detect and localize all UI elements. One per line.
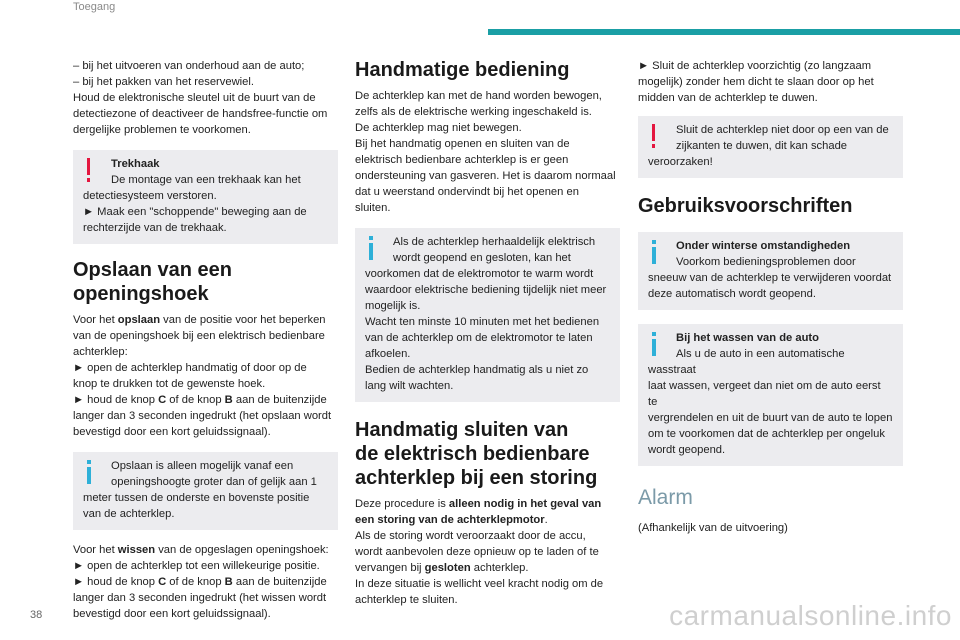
- warning-exclamation-icon: [83, 158, 99, 186]
- info-icon: [365, 236, 381, 264]
- paragraph: ► Sluit de achterklep voorzichtig (zo langzaam mogelijk) zonder hem dicht te slaan door op het midden van de achterklep te duwen.: [638, 60, 874, 104]
- heading-manual-close: Handmatig sluiten van de elektrisch bedienbare achterklep bij een storing: [355, 419, 598, 489]
- info-note-save: Opslaan is alleen mogelijk vanaf een openingshoogte groter dan of gelijk aan 1 meter tussen de onderste en bovenste positie van de achterklep.: [73, 452, 338, 530]
- heading-alarm: Alarm: [638, 486, 693, 509]
- warning-note-tow-hitch: Trekhaak De montage van een trekhaak kan het detectiesysteem verstoren. ► Maak een "schoppende" beweging aan de rechterzijde van de trekhaak.: [73, 150, 338, 244]
- section-title: Toegang: [73, 1, 116, 13]
- page-number: 38: [30, 609, 43, 621]
- info-note-winter: Onder winterse omstandigheden Voorkom bedieningsproblemen door sneeuw van de achterklep te verwijderen voordat deze automatisch wordt geopend.: [638, 232, 903, 310]
- column-3: [638, 58, 903, 536]
- paragraph: Deze procedure is alleen nodig in het geval van een storing van de achterklepmotor. Als de storing wordt veroorzaakt door de accu, wordt aanbevolen deze opnieuw op te laden of te vervangen bij gesloten achterklep. In deze situatie is wellicht veel kracht nodig om de achterklep te sluiten.: [355, 498, 604, 606]
- paragraph: (Afhankelijk van de uitvoering): [638, 522, 788, 534]
- info-icon: [83, 460, 99, 488]
- column-2: [355, 58, 620, 608]
- heading-manual-operation: Handmatige bediening: [355, 59, 570, 81]
- info-note-car-wash: Bij het wassen van de auto Als u de auto in een automatische wasstraat laat wassen, vergeet dan niet om de auto eerst te vergrendelen en uit de buurt van de auto te lopen om te voorkomen dat de achterklep per ongeluk wordt geopend.: [638, 324, 903, 466]
- paragraph: Voor het wissen van de opgeslagen openingshoek: ► open de achterklep tot een willekeurige positie. ► houd de knop C of de knop B aan de buitenzijde langer dan 3 seconden ingedrukt (het wissen wordt bevestigd door een kort geluidssignaal).: [73, 544, 329, 620]
- paragraph: De achterklep kan met de hand worden bewogen, zelfs als de elektrische werking ingeschakeld is. De achterklep mag niet bewegen. Bij het handmatig openen en sluiten van de elektrisch bedienbare achterklep is er geen ondersteuning van gasveren. Het is daarom normaal dat u weerstand ondervindt bij het openen en sluiten.: [355, 90, 616, 214]
- warning-note-close: Sluit de achterklep niet door op een van de zijkanten te duwen, dit kan schade veroorzaken!: [638, 116, 903, 178]
- info-icon: [648, 332, 664, 360]
- paragraph: – bij het uitvoeren van onderhoud aan de auto; – bij het pakken van het reservewiel. Houd de elektronische sleutel uit de buurt van de detectiezone of deactiveer de handsfree-functie om dergelijke problemen te voorkomen.: [73, 60, 328, 136]
- paragraph: Voor het opslaan van de positie voor het beperken van de openingshoek bij een elektrisch bedienbare achterklep: ► open de achterklep handmatig of door op de knop te drukken tot de gewenste hoek. ► houd de knop C of de knop B aan de buitenzijde langer dan 3 seconden ingedrukt (het opslaan wordt bevestigd door een kort geluidssignaal).: [73, 314, 332, 438]
- info-note-overheat: Als de achterklep herhaaldelijk elektrisch wordt geopend en gesloten, kan het voorkomen dat de elektromotor te warm wordt waardoor elektrische bediening tijdelijk niet meer mogelijk is. Wacht ten minste 10 minuten met het bedienen van de achterklep om de elektromotor te laten afkoelen. Bedien de achterklep handmatig als u niet zo lang wilt wachten.: [355, 228, 620, 402]
- heading-save-angle: Opslaan van een openingshoek: [73, 259, 232, 305]
- header-accent-bar: [488, 29, 960, 35]
- watermark: carmanualsonline.info: [669, 600, 952, 631]
- heading-usage-rules: Gebruiksvoorschriften: [638, 195, 853, 217]
- warning-exclamation-icon: [648, 124, 664, 152]
- column-1: [73, 58, 338, 622]
- info-icon: [648, 240, 664, 268]
